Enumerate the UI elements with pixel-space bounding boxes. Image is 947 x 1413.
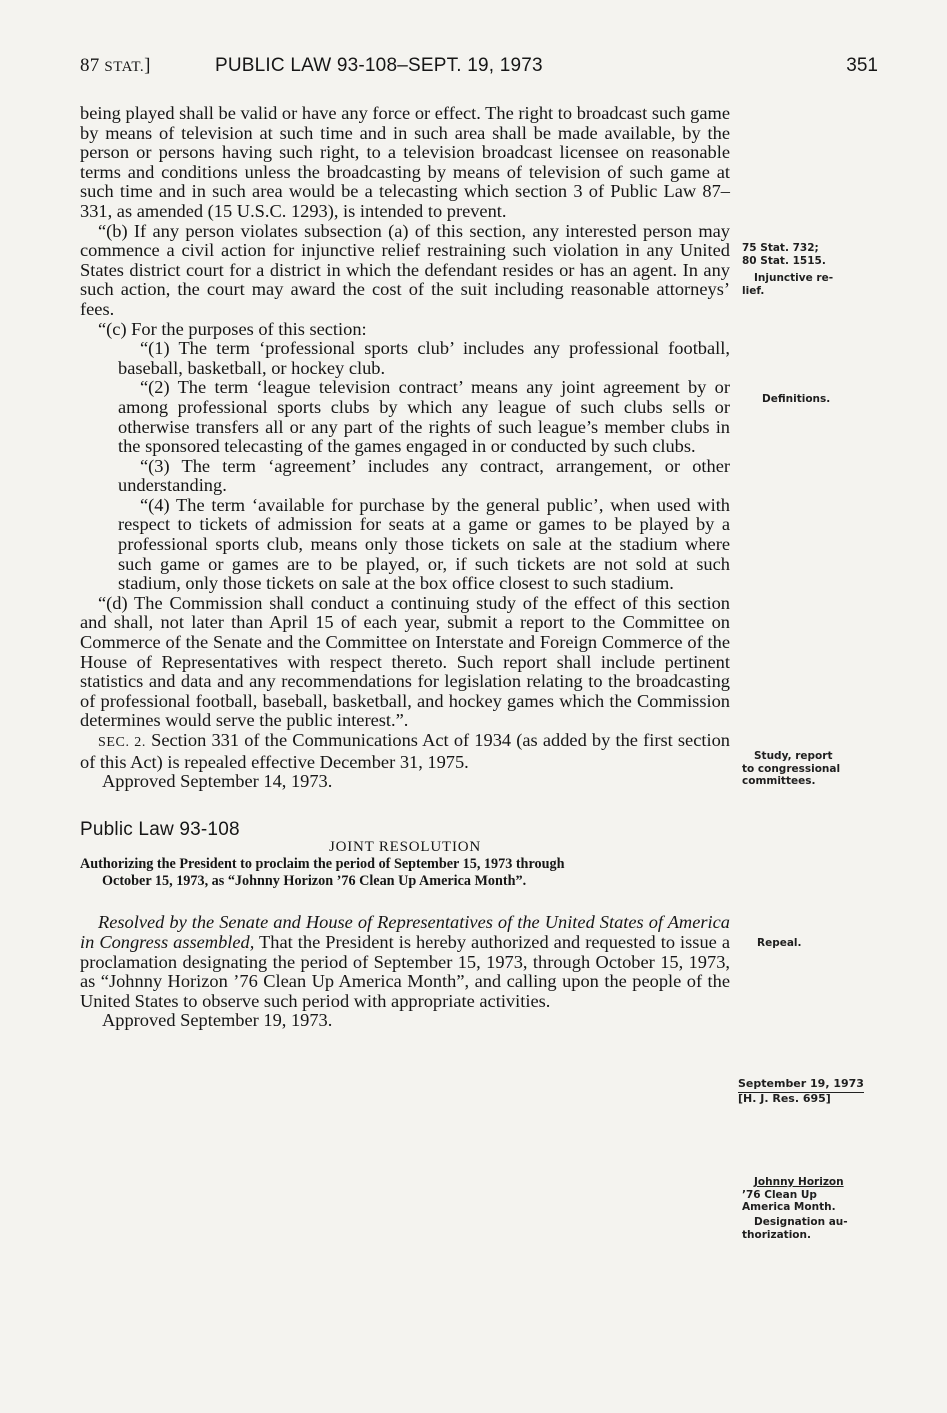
margin-text: America Month. — [742, 1201, 836, 1213]
resolution-text: That the President is hereby authorized and requested to issue a proclamation designating the period of September 15, 1973, through October 15, 1973, as “Johnny Horizon ’76 Clean Up America Month”, and calling upon the people of the United States to observe such period with appropriate activities. — [80, 931, 730, 1011]
bill-number: [H. J. Res. 695] — [738, 1091, 831, 1105]
margin-note-enactment-date — [738, 1078, 878, 1105]
paragraph-definition-4: “(4) The term ‘available for purchase by the general public’, when used with respect to tickets of admission for seats at a game or games to be played by a professional sports club, means only those tickets on sale at the stadium where such game or games are to be played, or, if such tickets are not sold at such stadium, only those tickets on sale at the box office closest to such stadium. — [118, 494, 730, 594]
paragraph-section-2 — [80, 731, 730, 772]
margin-note-study-report — [742, 750, 882, 788]
resolved-clause — [80, 913, 730, 1011]
margin-text: Repeal. — [757, 937, 802, 949]
margin-note-injunctive-relief — [742, 272, 882, 297]
margin-text: ’76 Clean Up — [742, 1188, 817, 1201]
joint-resolution-title: JOINT RESOLUTION — [328, 839, 482, 856]
joint-resolution-description — [80, 856, 730, 890]
paragraph-definition-1: “(1) The term ‘professional sports club’ includes any professional football, baseball, basketball, or hockey club. — [118, 338, 730, 378]
paragraph-continuation: being played shall be valid or have any force or effect. The right to broadcast such game by means of television at such time and in such area shall be made available, by the person or persons having such right, to a television broadcast licensee on reasonable terms and conditions unless the broadcasting by means of television of such game at such time and in such area would be a telecasting which section 3 of Public Law 87–331, as amended (15 U.S.C. 1293), is intended to prevent. — [80, 103, 730, 221]
header-bracket: ] — [144, 55, 151, 76]
margin-text: 75 Stat. 732; — [742, 242, 819, 254]
main-text — [80, 104, 730, 1031]
margin-note-stat-citation — [742, 242, 882, 267]
enactment-date: September 19, 1973 — [738, 1078, 864, 1093]
section-2-text: Section 331 of the Communications Act of 1934 (as added by the first section of this Act) is repealed effective December 31, 1975. — [80, 730, 730, 772]
paragraph-definition-3: “(3) The term ‘agreement’ includes any contract, arrangement, or other understanding. — [118, 455, 730, 496]
paragraph-definition-2: “(2) The term ‘league television contract’ means any joint agreement by or among professional sports clubs by which any league of such clubs sells or otherwise transfers all or any part of the rights of such league’s member clubs in the sponsored telecasting of the games engaged in or conducted by such clubs. — [118, 377, 730, 457]
margin-text: to congressional — [742, 762, 841, 775]
spacer — [80, 792, 730, 820]
paragraph-subsection-d: “(d) The Commission shall conduct a continuing study of the effect of this section and shall, not later than April 15 of each year, submit a report to the Committee on Commerce of the Senate and the Committee on Interstate and Foreign Commerce of the House of Representatives with respect thereto. Such report shall include pertinent statistics and data and any recommendations for legislation relating to the broadcasting of professional football, baseball, basketball, and hockey games which the Commission determines would serve the public interest.”. — [80, 592, 730, 731]
margin-text: Injunctive re- — [754, 272, 834, 284]
public-law-heading: Public Law 93-108 — [80, 818, 240, 840]
jr-desc-line-2: October 15, 1973, as “Johnny Horizon ’76 Clean Up America Month”. — [102, 873, 527, 890]
jr-desc-line-1: Authorizing the President to proclaim the period of September 15, 1973 through — [80, 856, 565, 873]
paragraph-subsection-c: “(c) For the purposes of this section: — [98, 318, 367, 339]
section-label: SEC. 2. — [98, 735, 146, 750]
margin-note-repeal — [757, 937, 897, 950]
volume-number: 87 — [80, 55, 100, 76]
paragraph-subsection-b: “(b) If any person violates subsection (a) of this section, any interested person may commence a civil action for injunctive relief restraining such violation in any United States district court for a district in which the defendant resides or has an agent. In any such action, the court may award the cost of the suit including reasonable attorneys’ fees. — [80, 220, 730, 319]
approved-line-1: Approved September 14, 1973. — [102, 771, 333, 792]
statute-citation — [80, 55, 151, 77]
enacting-clause: Resolved by the Senate and House of Representatives of the United States of America in Congress assembled, — [80, 912, 730, 952]
margin-text: Johnny Horizon — [754, 1176, 844, 1188]
margin-text: thorization. — [742, 1228, 811, 1241]
margin-text: Designation au- — [754, 1216, 848, 1228]
margin-text: lief. — [742, 284, 765, 297]
running-title: PUBLIC LAW 93-108–SEPT. 19, 1973 — [215, 55, 543, 76]
margin-note-definitions — [762, 393, 902, 406]
margin-text: Definitions. — [762, 393, 831, 405]
page-header — [80, 55, 880, 83]
page-number: 351 — [846, 55, 878, 76]
approved-line-2: Approved September 19, 1973. — [102, 1010, 333, 1031]
margin-note-johnny-horizon — [742, 1176, 882, 1214]
margin-text: committees. — [742, 775, 816, 787]
margin-text: Study, report — [754, 750, 833, 762]
spacer — [80, 890, 730, 913]
margin-text: 80 Stat. 1515. — [742, 254, 826, 267]
margin-note-designation — [742, 1216, 882, 1241]
stat-label: STAT. — [104, 59, 145, 75]
